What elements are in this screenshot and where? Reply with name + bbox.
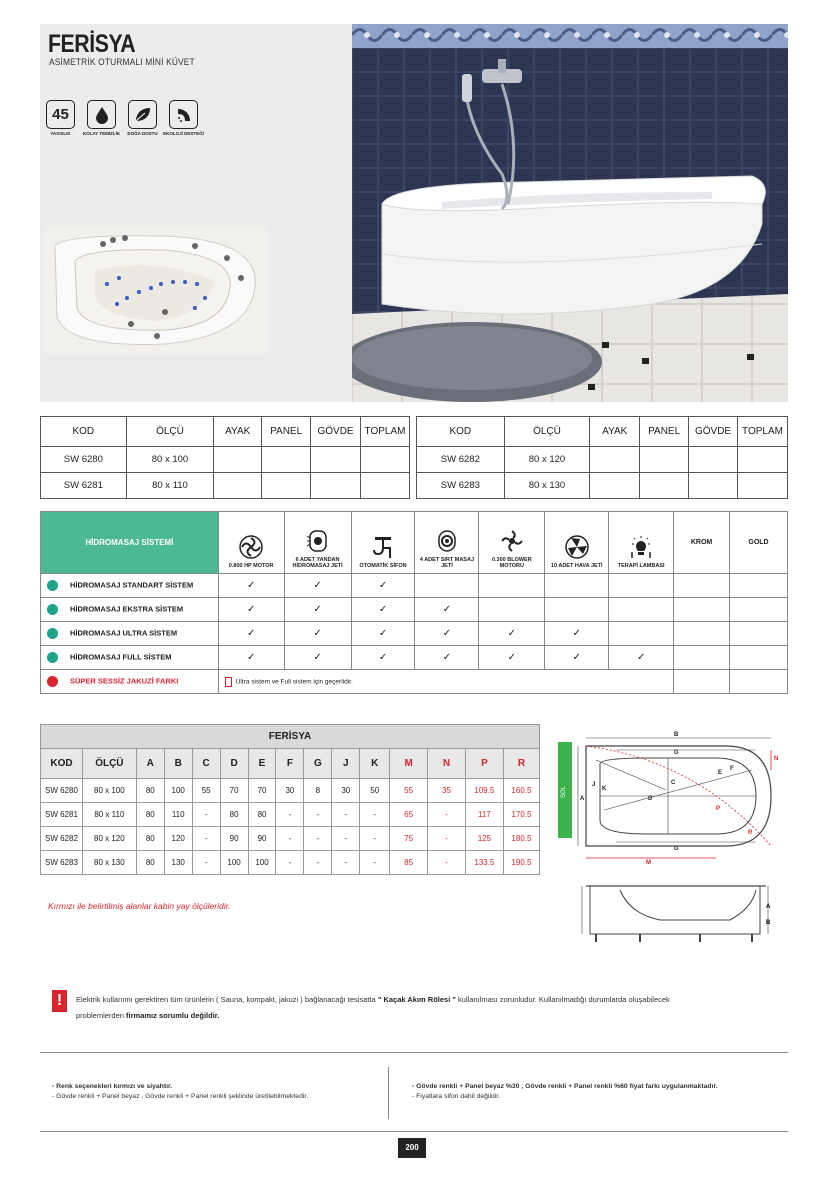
dim-cell: SW 6280 xyxy=(41,779,83,803)
dim-cell: 133.5 xyxy=(465,851,503,875)
check-icon: ✓ xyxy=(572,628,581,639)
warning-text-3b: firmamız sorumlu değildir. xyxy=(126,1011,220,1020)
check-cell xyxy=(218,646,284,670)
cell-empty xyxy=(262,473,311,499)
check-cell xyxy=(284,622,351,646)
cell-empty xyxy=(262,447,311,473)
dim-cell: - xyxy=(360,851,390,875)
warning-text-3: problemlerden xyxy=(76,1011,127,1020)
divider-top xyxy=(40,1052,788,1053)
cell-empty xyxy=(730,670,788,694)
check-cell xyxy=(284,646,351,670)
dim-col-header: F xyxy=(276,749,304,779)
label-p: P xyxy=(716,806,721,812)
dim-cell: 65 xyxy=(390,803,428,827)
check-icon: ✓ xyxy=(636,652,646,663)
check-cell xyxy=(284,574,351,598)
check-cell xyxy=(218,574,284,598)
check-cell xyxy=(609,574,674,598)
col-olcu: ÖLÇÜ xyxy=(126,417,214,447)
check-cell xyxy=(415,598,479,622)
page-number: 200 xyxy=(398,1138,426,1158)
dim-cell: 180.5 xyxy=(503,827,539,851)
feature-label: TERAPİ LAMBASI xyxy=(617,563,665,569)
label-g: G xyxy=(674,750,679,756)
label-b: B xyxy=(674,732,679,738)
check-icon: ✓ xyxy=(313,604,322,615)
badge-eco xyxy=(126,100,159,142)
dim-header-row xyxy=(41,749,540,779)
label-g-bottom: G xyxy=(674,846,679,852)
dim-cell: - xyxy=(304,803,332,827)
table-row xyxy=(41,851,540,875)
check-icon: ✓ xyxy=(507,652,517,663)
divider-vertical xyxy=(388,1067,389,1119)
special-note: Ultra sistem ve Full sistem için geçerlidir. xyxy=(235,678,353,686)
dim-cell: - xyxy=(360,827,390,851)
dim-cell: - xyxy=(192,827,220,851)
check-cell xyxy=(284,598,351,622)
dim-cell: 80 xyxy=(136,803,164,827)
cell-empty xyxy=(730,646,788,670)
table-row xyxy=(41,803,540,827)
badge-ecology xyxy=(163,100,204,142)
cell-olcu: 80 x 100 xyxy=(126,447,214,473)
dim-col-header: KOD xyxy=(41,749,83,779)
dim-title: FERİSYA xyxy=(41,725,540,749)
teal-dot-icon xyxy=(47,652,58,663)
check-icon: ✓ xyxy=(313,652,322,663)
check-icon: ✓ xyxy=(313,580,322,591)
col-kod: KOD xyxy=(417,417,505,447)
dim-cell: - xyxy=(276,827,304,851)
label-c: C xyxy=(671,780,676,786)
dim-cell: SW 6283 xyxy=(41,851,83,875)
badge-clean xyxy=(82,100,121,142)
cell-empty xyxy=(730,574,788,598)
dim-cell: 100 xyxy=(220,851,248,875)
lamp-icon xyxy=(628,534,654,560)
hydro-row xyxy=(41,622,788,646)
dim-cell: - xyxy=(192,803,220,827)
col-panel: PANEL xyxy=(640,417,689,447)
dim-col-header: K xyxy=(360,749,390,779)
check-cell xyxy=(415,622,479,646)
check-icon: ✓ xyxy=(378,580,388,591)
dim-cell: 8 xyxy=(304,779,332,803)
cell-empty xyxy=(361,447,410,473)
col-krom: KROM xyxy=(674,512,730,574)
label-a: A xyxy=(580,796,585,802)
cell-empty xyxy=(311,447,361,473)
blower-icon xyxy=(499,528,525,554)
special-label-cell xyxy=(41,670,219,694)
dim-cell: - xyxy=(192,851,220,875)
dim-col-header: B xyxy=(164,749,192,779)
col-govde: GÖVDE xyxy=(311,417,361,447)
badge-label: KOLAY TEMİZLİK xyxy=(82,131,121,136)
check-cell xyxy=(479,598,545,622)
cell-empty xyxy=(674,598,730,622)
warning-text-1: Elektrik kullanımı gerektiren tüm ürünlerin ( Sauna, kompakt, jakuzi ) bağlanacağı tesisatta xyxy=(76,995,378,1004)
dim-cell: 50 xyxy=(360,779,390,803)
system-label-cell xyxy=(41,574,219,598)
dim-cell: - xyxy=(276,803,304,827)
cell-empty xyxy=(738,447,788,473)
check-icon: ✓ xyxy=(378,604,388,615)
dim-cell: - xyxy=(428,851,466,875)
dim-cell: 190.5 xyxy=(503,851,539,875)
dim-cell: 85 xyxy=(390,851,428,875)
system-label: HİDROMASAJ EKSTRA SİSTEM xyxy=(70,604,184,614)
dim-cell: 125 xyxy=(465,827,503,851)
dim-col-header: ÖLÇÜ xyxy=(82,749,136,779)
check-cell xyxy=(609,598,674,622)
dim-cell: 100 xyxy=(164,779,192,803)
cell-empty xyxy=(640,473,689,499)
cell-kod: SW 6282 xyxy=(417,447,505,473)
footer-left-2: - Gövde renkli + Panel beyaz , Gövde renkli + Panel renkli şeklinde üretilebilmektedir. xyxy=(52,1093,309,1100)
dimensions-table xyxy=(40,724,540,875)
label-d: D xyxy=(648,796,653,802)
dim-col-header: J xyxy=(332,749,360,779)
table-row xyxy=(417,447,788,473)
product-title: FERİSYA xyxy=(48,30,136,58)
feature-siphon xyxy=(351,512,415,574)
feature-label: OTOMATİK SİFON xyxy=(359,563,407,569)
special-row xyxy=(41,670,788,694)
product-subtitle: ASİMETRİK OTURMALI MİNİ KÜVET xyxy=(49,57,195,68)
cell-empty xyxy=(730,598,788,622)
feature-label: 6 ADET YANDAN HİDROMASAJ JETİ xyxy=(292,557,343,569)
dim-cell: - xyxy=(428,803,466,827)
check-cell xyxy=(545,646,609,670)
footer-left xyxy=(52,1082,308,1102)
teal-dot-icon xyxy=(47,628,58,639)
col-olcu: ÖLÇÜ xyxy=(504,417,590,447)
badge-label: YASSILIK xyxy=(50,131,71,136)
dim-col-header: A xyxy=(136,749,164,779)
dim-cell: 109.5 xyxy=(465,779,503,803)
dim-cell: 80 xyxy=(136,827,164,851)
dim-col-header: C xyxy=(192,749,220,779)
cell-empty xyxy=(640,447,689,473)
special-label: SÜPER SESSİZ JAKUZİ FARKI xyxy=(70,676,179,686)
technical-diagram-top xyxy=(556,730,786,870)
dim-cell: 120 xyxy=(164,827,192,851)
drop-icon xyxy=(87,100,116,129)
back-jet-icon xyxy=(434,528,460,554)
cell-empty xyxy=(674,670,730,694)
dim-cell: - xyxy=(332,827,360,851)
dim-cell: 160.5 xyxy=(503,779,539,803)
dim-cell: 170.5 xyxy=(503,803,539,827)
dim-cell: 75 xyxy=(390,827,428,851)
label-j: J xyxy=(592,782,596,788)
check-cell xyxy=(351,574,415,598)
check-cell xyxy=(609,622,674,646)
table-row xyxy=(41,827,540,851)
table-row xyxy=(41,473,410,499)
dim-cell: 117 xyxy=(465,803,503,827)
check-icon: ✓ xyxy=(442,628,452,639)
check-icon: ✓ xyxy=(572,652,581,663)
motor-icon xyxy=(238,534,264,560)
hydro-header: HİDROMASAJ SİSTEMİ xyxy=(41,512,219,574)
cell-olcu: 80 x 130 xyxy=(504,473,590,499)
col-kod: KOD xyxy=(41,417,127,447)
red-dot-icon xyxy=(47,676,58,687)
dim-col-header: M xyxy=(390,749,428,779)
feature-motor xyxy=(218,512,284,574)
siphon-icon xyxy=(370,534,396,560)
dimensions-note: Kırmızı ile belirtilmiş alanlar kabin yay ölçüleridir. xyxy=(48,901,231,911)
system-label: HİDROMASAJ FULL SİSTEM xyxy=(70,652,172,662)
dim-cell: - xyxy=(276,851,304,875)
cell-empty xyxy=(590,447,640,473)
check-icon: ✓ xyxy=(442,652,452,663)
footer-right xyxy=(412,1082,718,1102)
feature-side-jet xyxy=(284,512,351,574)
label-r: R xyxy=(748,830,753,836)
check-icon: ✓ xyxy=(246,580,256,591)
footer-left-1: - Renk seçenekleri kırmızı ve siyahtır. xyxy=(52,1083,173,1090)
label-f: F xyxy=(730,766,734,772)
dim-cell: 90 xyxy=(220,827,248,851)
check-icon: ✓ xyxy=(378,628,388,639)
label-side-a: A xyxy=(766,904,771,910)
dim-cell: 30 xyxy=(332,779,360,803)
check-cell xyxy=(609,646,674,670)
dim-cell: 80 x 130 xyxy=(82,851,136,875)
check-icon: ✓ xyxy=(246,628,256,639)
divider-bottom xyxy=(40,1131,788,1132)
dim-col-header: E xyxy=(248,749,276,779)
dim-cell: 80 xyxy=(136,779,164,803)
check-cell xyxy=(479,622,545,646)
dim-cell: 55 xyxy=(390,779,428,803)
check-cell xyxy=(415,646,479,670)
leaf-icon xyxy=(128,100,157,129)
check-cell xyxy=(415,574,479,598)
product-table-left xyxy=(40,416,410,499)
check-icon: ✓ xyxy=(442,604,452,615)
label-e: E xyxy=(718,770,723,776)
check-icon: ✓ xyxy=(313,628,322,639)
dim-cell: 55 xyxy=(192,779,220,803)
check-cell xyxy=(351,646,415,670)
dim-cell: 80 xyxy=(248,803,276,827)
cell-empty xyxy=(738,473,788,499)
check-icon: ✓ xyxy=(246,604,256,615)
hydro-row xyxy=(41,574,788,598)
dim-cell: 80 x 120 xyxy=(82,827,136,851)
badge-label: DOĞA DOSTU xyxy=(127,131,158,136)
dim-cell: 90 xyxy=(248,827,276,851)
check-cell xyxy=(479,574,545,598)
cell-kod: SW 6280 xyxy=(41,447,127,473)
cell-empty xyxy=(674,646,730,670)
hydromassage-table xyxy=(40,511,788,694)
dim-col-header: P xyxy=(465,749,503,779)
teal-dot-icon xyxy=(47,604,58,615)
product-table-right xyxy=(416,416,788,499)
dim-col-header: N xyxy=(428,749,466,779)
system-label-cell xyxy=(41,646,219,670)
badge-45-box: 45 xyxy=(46,100,75,129)
air-jet-icon xyxy=(562,534,592,560)
warning-icon: ! xyxy=(52,990,67,1012)
system-label-cell xyxy=(41,622,219,646)
jacuzzi-top-photo xyxy=(45,226,267,354)
dim-cell: 130 xyxy=(164,851,192,875)
cell-empty xyxy=(674,622,730,646)
warning-text-bold: " Kaçak Akım Rölesi " xyxy=(377,995,456,1004)
col-toplam: TOPLAM xyxy=(738,417,788,447)
feature-label: 0.300 BLOWER MOTORU xyxy=(491,557,532,569)
cell-empty xyxy=(674,574,730,598)
check-icon: ✓ xyxy=(378,652,388,663)
footer-right-1: - Gövde renkli + Panel beyaz %30 , Gövde renkli + Panel renkli %60 fiyat farkı uygulanmaktadır. xyxy=(412,1083,718,1090)
dim-rows xyxy=(41,779,540,875)
check-cell xyxy=(545,574,609,598)
dim-col-header: D xyxy=(220,749,248,779)
side-tag-label: SOL xyxy=(561,785,567,799)
dim-cell: 80 x 100 xyxy=(82,779,136,803)
dim-cell: - xyxy=(332,803,360,827)
check-icon: ✓ xyxy=(246,652,256,663)
cell-kod: SW 6281 xyxy=(41,473,127,499)
shower-icon xyxy=(169,100,198,129)
dim-cell: 30 xyxy=(276,779,304,803)
cell-kod: SW 6283 xyxy=(417,473,505,499)
dim-col-header: G xyxy=(304,749,332,779)
cell-olcu: 80 x 120 xyxy=(504,447,590,473)
col-panel: PANEL xyxy=(262,417,311,447)
badge-label: EKOLOJİ DESTEĞİ xyxy=(163,131,204,136)
warning-icon xyxy=(225,677,232,687)
dim-cell: 70 xyxy=(220,779,248,803)
check-cell xyxy=(351,622,415,646)
label-k: K xyxy=(602,786,607,792)
dim-cell: 110 xyxy=(164,803,192,827)
dim-cell: 35 xyxy=(428,779,466,803)
dim-cell: 80 xyxy=(136,851,164,875)
table-row xyxy=(417,473,788,499)
technical-diagram-side xyxy=(580,878,776,946)
check-cell xyxy=(218,622,284,646)
col-toplam: TOPLAM xyxy=(361,417,410,447)
bathroom-photo xyxy=(352,24,788,402)
check-cell xyxy=(351,598,415,622)
side-jet-icon xyxy=(305,528,331,554)
dim-cell: - xyxy=(304,827,332,851)
cell-empty xyxy=(590,473,640,499)
warning-text xyxy=(76,992,776,1024)
teal-dot-icon xyxy=(47,580,58,591)
system-label: HİDROMASAJ STANDART SİSTEM xyxy=(70,580,194,590)
dim-col-header: R xyxy=(503,749,539,779)
hydro-row xyxy=(41,646,788,670)
check-icon: ✓ xyxy=(507,628,517,639)
hydromassage-section xyxy=(40,511,788,694)
dim-cell: - xyxy=(428,827,466,851)
dim-cell: SW 6281 xyxy=(41,803,83,827)
warning-text-2: kullanılması zorunludur. Kullanılmadığı durumlarda oluşabilecek xyxy=(455,995,670,1004)
hydro-rows xyxy=(41,574,788,670)
hydro-row xyxy=(41,598,788,622)
cell-empty xyxy=(689,473,738,499)
feature-label: 10 ADET HAVA JETİ xyxy=(550,563,603,569)
label-side-b: B xyxy=(766,920,771,926)
dim-cell: SW 6282 xyxy=(41,827,83,851)
label-m: M xyxy=(646,860,651,866)
hydro-header-row xyxy=(41,512,788,574)
col-ayak: AYAK xyxy=(214,417,262,447)
feature-air-jet xyxy=(545,512,609,574)
table-row xyxy=(41,779,540,803)
feature-label: 0.800 HP MOTOR xyxy=(228,563,274,569)
cell-empty xyxy=(730,622,788,646)
table-header-row xyxy=(417,417,788,447)
cell-olcu: 80 x 110 xyxy=(126,473,214,499)
special-note-cell xyxy=(218,670,673,694)
check-cell xyxy=(545,598,609,622)
feature-back-jet xyxy=(415,512,479,574)
dim-cell: 70 xyxy=(248,779,276,803)
col-ayak: AYAK xyxy=(590,417,640,447)
check-cell xyxy=(218,598,284,622)
check-cell xyxy=(545,622,609,646)
dim-cell: - xyxy=(304,851,332,875)
dim-cell: 80 x 110 xyxy=(82,803,136,827)
col-govde: GÖVDE xyxy=(689,417,738,447)
footer-right-2: - Fiyatlara sifon dahil değildir. xyxy=(412,1093,501,1100)
cell-empty xyxy=(214,473,262,499)
check-cell xyxy=(479,646,545,670)
feature-label: 4 ADET SIRT MASAJ JETİ xyxy=(419,557,475,569)
dim-cell: - xyxy=(332,851,360,875)
system-label-cell xyxy=(41,598,219,622)
feature-blower xyxy=(479,512,545,574)
feature-badges xyxy=(44,100,204,142)
cell-empty xyxy=(361,473,410,499)
table-header-row xyxy=(41,417,410,447)
cell-empty xyxy=(689,447,738,473)
dim-title-row xyxy=(41,725,540,749)
cell-empty xyxy=(214,447,262,473)
dim-cell: 100 xyxy=(248,851,276,875)
dim-cell: - xyxy=(360,803,390,827)
feature-therapy-lamp xyxy=(609,512,674,574)
dim-cell: 80 xyxy=(220,803,248,827)
cell-empty xyxy=(311,473,361,499)
system-label: HİDROMASAJ ULTRA SİSTEM xyxy=(70,628,178,638)
label-n: N xyxy=(774,756,779,762)
badge-45 xyxy=(44,100,77,142)
table-row xyxy=(41,447,410,473)
col-gold: GOLD xyxy=(730,512,788,574)
